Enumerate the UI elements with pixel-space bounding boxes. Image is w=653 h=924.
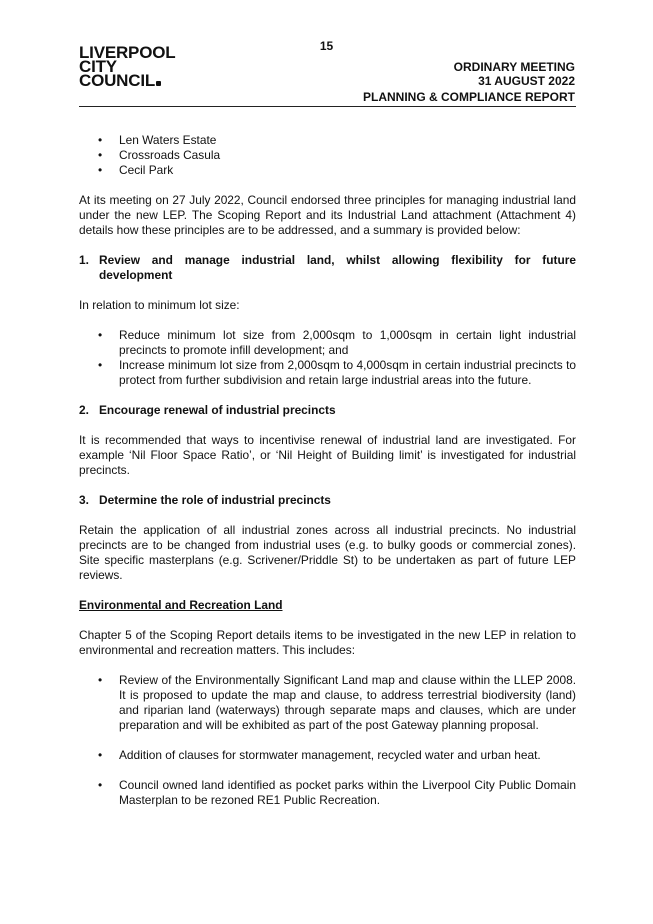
intro-paragraph: At its meeting on 27 July 2022, Council endorsed three principles for managing industrial land under the new LEP. The Scoping Report and its Industrial Land attachment (Attachment 4) details how these principles are to be addressed, and a summary is provided below:	[79, 193, 576, 237]
list-item: • Addition of clauses for stormwater management, recycled water and urban heat.	[79, 748, 576, 763]
lot-size-list	[79, 328, 576, 388]
header-divider	[79, 106, 576, 107]
logo-line-city: CITY	[79, 57, 117, 76]
list-item: • Review of the Environmentally Significant Land map and clause within the LLEP 2008. It is proposed to update the map and clause, to address terrestrial biodiversity (land) and riparian land (waterways) through separate maps and clauses, which are under preparation and will be exhibited as part of the post Gateway planning proposal.	[79, 673, 576, 733]
principle-2-number: 2.	[79, 403, 89, 417]
document-body	[79, 133, 576, 808]
principle-3-paragraph: Retain the application of all industrial zones across all industrial precincts. No industrial precincts are to be changed from industrial uses (e.g. to bulky goods or commercial zones). Site specific masterplans (e.g. Scrivener/Priddle St) to be undertaken as part of future LEP reviews.	[79, 523, 576, 582]
meeting-info	[454, 60, 575, 88]
report-title: PLANNING & COMPLIANCE REPORT	[362, 90, 575, 104]
environmental-list	[79, 673, 576, 808]
principle-1-heading	[79, 253, 576, 283]
list-item: • Reduce minimum lot size from 2,000sqm to 1,000sqm in certain light industrial precincts to promote infill development; and	[79, 328, 576, 358]
meeting-type: ORDINARY MEETING	[453, 60, 575, 74]
principle-1-lead: In relation to minimum lot size:	[79, 298, 240, 312]
list-item: • Council owned land identified as pocket parks within the Liverpool City Public Domain Masterplan to be rezoned RE1 Public Recreation.	[79, 778, 576, 808]
principle-1-number: 1.	[79, 253, 89, 267]
meeting-date: 31 AUGUST 2022	[478, 74, 575, 88]
council-logo	[79, 43, 176, 90]
principle-1-title: Review and manage industrial land, whilst allowing flexibility for future development	[99, 253, 576, 282]
principle-2-heading	[79, 403, 576, 418]
precinct-list	[79, 133, 576, 178]
list-item: • Increase minimum lot size from 2,000sqm to 4,000sqm in certain industrial precincts to protect from further subdivision and retain large industrial areas into the future.	[79, 358, 576, 388]
page-number: 15	[319, 39, 334, 53]
principle-2-title: Encourage renewal of industrial precincts	[99, 403, 336, 417]
list-item: • Len Waters Estate	[79, 133, 576, 148]
environmental-section-title: Environmental and Recreation Land	[79, 598, 283, 612]
logo-dot-icon	[156, 81, 161, 86]
list-item: • Crossroads Casula	[79, 148, 576, 163]
principle-3-title: Determine the role of industrial precincts	[99, 493, 331, 507]
logo-line-liverpool: LIVERPOOL	[79, 43, 176, 62]
environmental-intro: Chapter 5 of the Scoping Report details items to be investigated in the new LEP in relation to environmental and recreation matters. This includes:	[79, 628, 576, 657]
principle-2-paragraph: It is recommended that ways to incentivise renewal of industrial land are investigated. For example ‘Nil Floor Space Ratio’, or ‘Nil Height of Building limit’ is investigated for industrial precincts.	[79, 433, 576, 477]
logo-line-council: COUNCIL	[79, 71, 156, 90]
principle-3-heading	[79, 493, 576, 508]
principle-3-number: 3.	[79, 493, 89, 507]
list-item: • Cecil Park	[79, 163, 576, 178]
